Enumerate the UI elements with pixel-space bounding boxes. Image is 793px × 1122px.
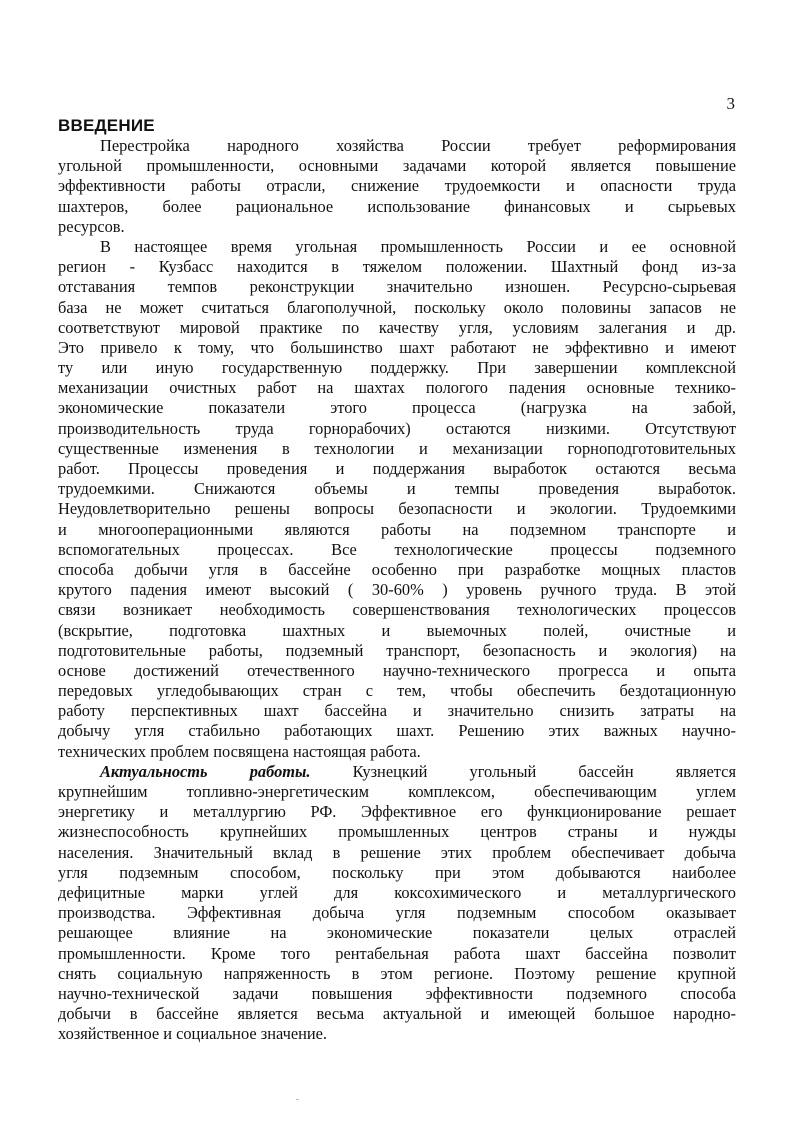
paragraph-current-state (58, 237, 736, 762)
text-line: добычи в бассейне является весьма актуальной и имеющей большое народно- (58, 1004, 736, 1024)
text-line: экономические показатели этого процесса (нагрузка на забой, (58, 398, 736, 418)
text-line: вспомогательных процессах. Все технологические процессы подземного (58, 539, 736, 559)
text-line: В настоящее время угольная промышленность России и ее основной (100, 236, 736, 256)
text-line: трудоемкими. Снижаются объемы и темпы проведения выработок. (58, 479, 736, 499)
text-line: шахтеров, более рациональное использование финансовых и сырьевых (58, 196, 736, 216)
text-line: Перестройка народного хозяйства России требует реформирования (100, 136, 736, 155)
text-line: угля подземным способом, поскольку при этом добываются наиболее (58, 862, 736, 882)
text-line: подготовительные работы, подземный транспорт, безопасность и экология) на (58, 640, 736, 660)
text-line: жизнеспособность крупнейших промышленных центров страны и нужды (58, 822, 736, 842)
line-text: Кузнецкий угольный бассейн является (352, 761, 736, 781)
text-line: отставания темпов реконструкции значительно изношен. Ресурсно-сырьевая (58, 277, 736, 297)
text-line: ресурсов. (58, 216, 125, 236)
text-line: решающее влияние на экономические показатели целых отраслей (58, 923, 736, 943)
text-line: населения. Значительный вклад в решение этих проблем обеспечивает добыча (58, 842, 736, 862)
text-line: существенные изменения в технологии и механизации горноподготовительных (58, 438, 736, 458)
text-line: база не может считаться благополучной, поскольку около половины запасов не (58, 297, 736, 317)
text-line: добычу угля стабильно работающих шахт. Решению этих важных научно- (58, 721, 736, 741)
text-line: угольной промышленности, основными задачами которой является повышение (58, 156, 736, 176)
text-line: крупнейшим топливно-энергетическим комплексом, обеспечивающим углем (58, 782, 736, 801)
text-line: работ. Процессы проведения и поддержания выработок остаются весьма (58, 459, 736, 478)
paragraph-intro (58, 136, 736, 237)
document-body (58, 136, 736, 1044)
text-line: крутого падения имеют высокий ( 30-60% ) уровень ручного труда. В этой (58, 580, 736, 600)
text-line: основе достижений отечественного научно-технического прогресса и опыта (58, 660, 736, 680)
text-line: Неудовлетворительно решены вопросы безопасности и экологии. Трудоемкими (58, 499, 736, 519)
text-line: механизации очистных работ на шахтах пологого падения основные технико- (58, 378, 736, 398)
page-number: 3 (726, 94, 735, 113)
scan-speck (296, 1099, 299, 1100)
section-heading: ВВЕДЕНИЕ (58, 116, 155, 135)
text-line: производства. Эффективная добыча угля подземным способом оказывает (58, 903, 736, 923)
text-line: эффективности работы отрасли, снижение трудоемкости и опасности труда (58, 176, 736, 196)
text-line: передовых угледобывающих стран с тем, чтобы обеспечить бездотационную (58, 681, 736, 701)
text-line: научно-технической задачи повышения эффективности подземного способа (58, 983, 736, 1003)
text-line: ту или иную государственную поддержку. При завершении комплексной (58, 358, 736, 378)
text-line: связи возникает необходимость совершенствования технологических процессов (58, 600, 736, 620)
text-line: промышленности. Кроме того рентабельная работа шахт бассейна позволит (58, 943, 736, 963)
text-line: технических проблем посвящена настоящая работа. (58, 741, 421, 761)
text-line: соответствуют мировой практике по качеству угля, условиям залегания и др. (58, 317, 736, 337)
text-line: работу перспективных шахт бассейна и значительно снизить затраты на (58, 701, 736, 721)
text-line: хозяйственное и социальное значение. (58, 1024, 328, 1044)
paragraph-lead: Актуальность работы. (100, 761, 311, 781)
text-line: регион - Кузбасс находится в тяжелом положении. Шахтный фонд из-за (58, 257, 736, 277)
text-line: и многооперационными являются работы на подземном транспорте и (58, 519, 736, 539)
text-line: дефицитные марки углей для коксохимического и металлургического (58, 882, 736, 902)
paragraph-relevance (58, 762, 736, 1045)
text-line: способа добычи угля в бассейне особенно при разработке мощных пластов (58, 559, 736, 579)
text-line: энергетику и металлургию РФ. Эффективное его функционирование решает (58, 802, 736, 822)
text-line: производительность труда горнорабочих) остаются низкими. Отсутствуют (58, 418, 736, 438)
text-line: Это привело к тому, что большинство шахт работают не эффективно и имеют (58, 337, 736, 357)
text-line (58, 762, 736, 782)
text-line: снять социальную напряженность в этом регионе. Поэтому решение крупной (58, 963, 736, 983)
text-line: (вскрытие, подготовка шахтных и выемочных полей, очистные и (58, 620, 736, 640)
